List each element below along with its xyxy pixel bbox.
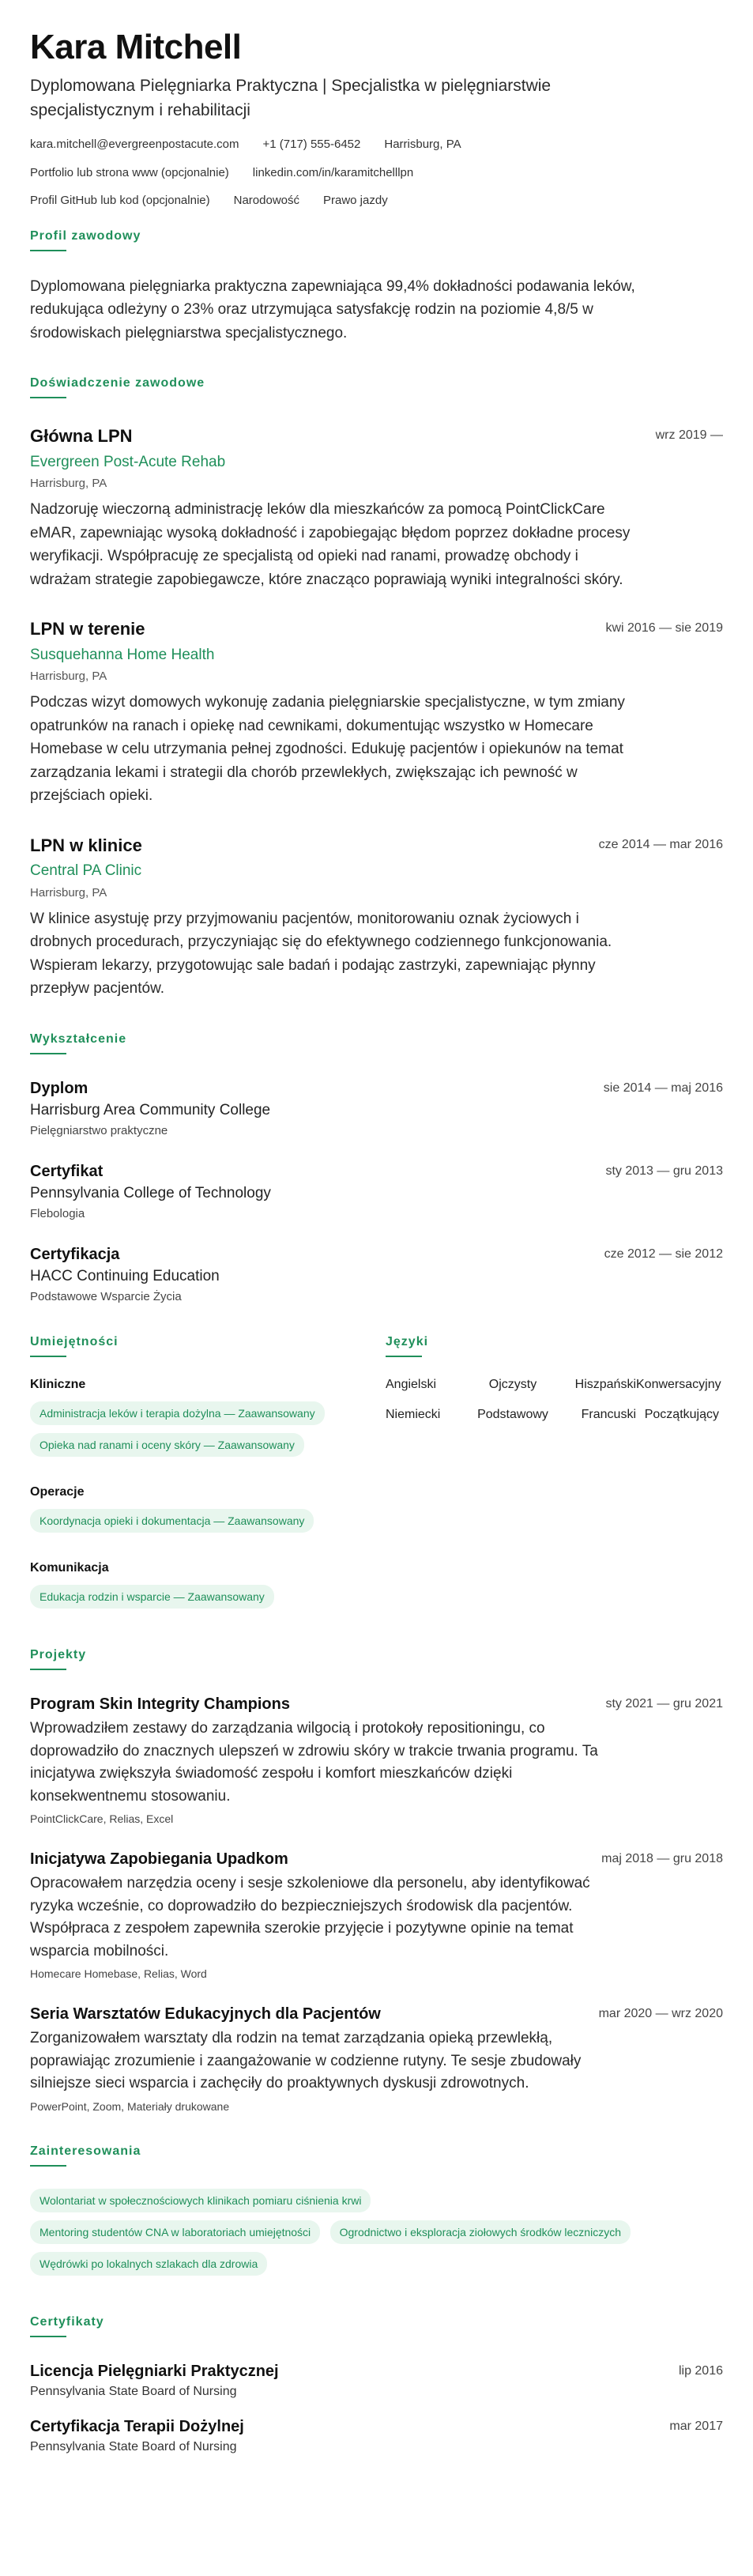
section-title: Języki [386,1335,428,1357]
job-description: Podczas wizyt domowych wykonuję zadania pielęgniarskie specjalistyczne, w tym zmiany opatrunków na ranach i opiekę nad cewnikami, dokumentując wszystko w Homecare Homebase w celu utrzymania pełnej zgodności. Edukuję pacjentów i opiekunów na temat zarządzania lekami i strategii dla chorób przewlekłych, zwiększając ich pewność w przejściach opieki. [30,694,625,805]
interest-tag: Wolontariat w społecznościowych klinikach pomiaru ciśnienia krwi [30,2189,371,2212]
education-entry [30,1244,723,1303]
interest-tag: Mentoring studentów CNA w laboratoriach umiejętności [30,2220,320,2244]
job-company: Susquehanna Home Health [30,646,215,663]
skills-languages [30,1335,723,1617]
education-entry [30,1161,723,1220]
interest-tag: Wędrówki po lokalnych szlakach dla zdrowia [30,2252,267,2276]
profile-section [30,229,723,345]
contact-phone[interactable]: +1 (717) 555-6452 [262,138,361,152]
degree-title: Certyfikacja [30,1245,120,1263]
project-dates: sty 2021 — gru 2021 [605,1697,723,1711]
experience-entry [30,618,723,807]
project-entry [30,1849,723,1980]
skill-tag: Edukacja rodzin i wsparcie — Zaawansowany [30,1585,274,1609]
skill-group-title: Kliniczne [30,1377,86,1391]
candidate-headline: Dyplomowana Pielęgniarka Praktyczna | Specjalistka w pielęgniarstwie specjalistycznym i rehabilitacji [30,77,552,119]
project-tools: Homecare Homebase, Relias, Word [30,1967,207,1981]
school-name: Harrisburg Area Community College [30,1101,271,1118]
language-level: Początkujący [644,1407,719,1421]
contact-location: Harrisburg, PA [384,138,461,152]
project-dates: mar 2020 — wrz 2020 [598,2007,723,2021]
language-level: Podstawowy [477,1407,548,1421]
project-name: Program Skin Integrity Champions [30,1695,290,1714]
school-name: Pennsylvania College of Technology [30,1184,271,1201]
project-tools: PointClickCare, Relias, Excel [30,1812,174,1826]
contact-email[interactable]: kara.mitchell@evergreenpostacute.com [30,138,239,152]
skill-group [30,1378,354,1465]
projects-section [30,1648,723,2113]
job-description: Nadzoruję wieczorną administrację leków dla mieszkańców za pomocą PointClickCare eMAR, zapewniając wysoką dokładność i zapobiegając błędom poprzez dokładne procesy weryfikacji. Współpracuję ze specjalistą od opieki nad ranami, prowadzę obchody i wdrażam strategie zapobiegawcze, które znacząco poprawiają wyniki integralności skóry. [30,501,631,588]
job-title: LPN w terenie [30,619,145,639]
certificate-issuer: Pennsylvania State Board of Nursing [30,2440,237,2454]
job-title: Główna LPN [30,426,133,447]
skill-group-title: Operacje [30,1484,85,1499]
job-dates: cze 2014 — mar 2016 [598,837,723,851]
section-title: Certyfikaty [30,2315,104,2337]
study-field: Flebologia [30,1206,85,1220]
interest-tags [30,2189,723,2284]
skill-group-title: Komunikacja [30,1561,109,1575]
certificates-section [30,2315,723,2454]
resume-header [30,28,723,209]
certificate-issuer: Pennsylvania State Board of Nursing [30,2385,237,2399]
contact-linkedin[interactable]: linkedin.com/in/karamitchelllpn [252,165,414,179]
job-location: Harrisburg, PA [30,477,107,491]
education-entry [30,1078,723,1137]
project-tools: PowerPoint, Zoom, Materiały drukowane [30,2099,230,2113]
contact-nationality: Narodowość [233,194,299,208]
project-name: Inicjatywa Zapobiegania Upadkom [30,1850,288,1869]
project-name: Seria Warsztatów Edukacyjnych dla Pacjentów [30,2005,381,2023]
certificate-entry [30,2361,723,2399]
interests-section [30,2144,723,2284]
section-title: Wykształcenie [30,1032,126,1054]
project-entry [30,2004,723,2113]
language-name: Niemiecki [386,1407,441,1421]
experience-entry [30,835,723,1001]
degree-dates: sty 2013 — gru 2013 [605,1164,723,1178]
contact-info [30,137,723,209]
study-field: Podstawowe Wsparcie Życia [30,1289,182,1303]
degree-title: Dyplom [30,1079,88,1097]
experience-section [30,376,723,1001]
certificate-name: Certyfikacja Terapii Dożylnej [30,2418,244,2436]
job-description: W klinice asystuję przy przyjmowaniu pacjentów, monitorowaniu oznak życiowych i drobnych procedurach, przyczyniając się do efektywnego codziennego funkcjonowania. Wspieram lekarzy, przygotowując sale badań i podając zastrzyki, zapewniając płynny przepływ pacjentów. [30,910,612,998]
certificate-name: Licencja Pielęgniarki Praktycznej [30,2363,279,2381]
language-row [386,1408,723,1422]
skill-tag: Administracja leków i terapia dożylna — Zaawansowany [30,1401,325,1425]
project-entry [30,1694,723,1825]
contact-row [30,165,723,181]
experience-entry [30,425,723,591]
certificate-date: lip 2016 [678,2364,723,2378]
certificate-entry [30,2416,723,2454]
languages-section [386,1335,723,1617]
certificate-date: mar 2017 [669,2419,723,2434]
degree-dates: sie 2014 — maj 2016 [603,1081,723,1095]
contact-portfolio[interactable]: Portfolio lub strona www (opcjonalnie) [30,165,229,179]
section-title: Zainteresowania [30,2144,141,2167]
section-title: Doświadczenie zawodowe [30,376,205,398]
project-description: Zorganizowałem warsztaty dla rodzin na temat zarządzania opieką przewlekłą, poprawiając zrozumienie i zaangażowanie w codzienne rutyny. Te sesje zbudowały silniejsze sieci wsparcia i zachęciły do proaktywnych dyskusji zdrowotnych. [30,2030,582,2092]
skill-tag: Koordynacja opieki i dokumentacja — Zaawansowany [30,1509,314,1533]
contact-github[interactable]: Profil GitHub lub kod (opcjonalnie) [30,194,210,208]
degree-dates: cze 2012 — sie 2012 [604,1247,723,1261]
language-row [386,1378,723,1392]
study-field: Pielęgniarstwo praktyczne [30,1123,168,1137]
contact-driving-license: Prawo jazdy [323,194,388,208]
contact-row [30,137,723,153]
skill-tag: Opieka nad ranami i oceny skóry — Zaawansowany [30,1433,304,1457]
language-level: Konwersacyjny [636,1377,721,1391]
project-description: Opracowałem narzędzia oceny i sesje szkoleniowe dla personelu, aby identyfikować ryzyka wcześnie, co doprowadziło do bezpieczniejszych środowisk dla pacjentów. Współpraca z zespołem zapewniła szerokie przyjęcie i pozytywne opinie na temat wsparcia mobilności. [30,1875,590,1959]
job-dates: wrz 2019 — [655,428,723,443]
skill-group [30,1485,354,1541]
candidate-name: Kara Mitchell [30,28,242,66]
school-name: HACC Continuing Education [30,1267,220,1284]
contact-row [30,193,723,209]
skills-section [30,1335,354,1617]
section-title: Umiejętności [30,1335,119,1357]
job-company: Evergreen Post-Acute Rehab [30,453,226,470]
language-name: Francuski [581,1407,636,1421]
job-title: LPN w klinice [30,835,142,855]
project-dates: maj 2018 — gru 2018 [601,1852,723,1866]
section-title: Profil zawodowy [30,229,141,251]
language-name: Angielski [386,1377,437,1391]
language-level: Ojczysty [488,1377,537,1391]
section-title: Projekty [30,1648,86,1670]
language-name: Hiszpański [574,1377,636,1391]
skill-group [30,1561,354,1616]
profile-summary: Dyplomowana pielęgniarka praktyczna zapewniająca 99,4% dokładności podawania leków, redukująca odleżyny o 23% oraz utrzymująca satysfakcję rodzin na poziomie 4,8/5 w środowiskach pielęgniarstwa specjalistycznego. [30,277,635,341]
job-location: Harrisburg, PA [30,885,107,900]
interest-tag: Ogrodnictwo i eksploracja ziołowych środków leczniczych [330,2220,631,2244]
project-description: Wprowadziłem zestawy do zarządzania wilgocią i protokoły repositioningu, co doprowadziło do znacznych ulepszeń w zdrowiu skóry w trakcie trwania programu. Ta inicjatywa zwiększyła świadomość zespołu i komfort mieszkańców dzięki konsekwentnemu stosowaniu. [30,1720,598,1805]
job-dates: kwi 2016 — sie 2019 [605,621,723,636]
job-company: Central PA Clinic [30,862,142,880]
education-section [30,1032,723,1303]
degree-title: Certyfikat [30,1162,104,1180]
job-location: Harrisburg, PA [30,669,107,684]
